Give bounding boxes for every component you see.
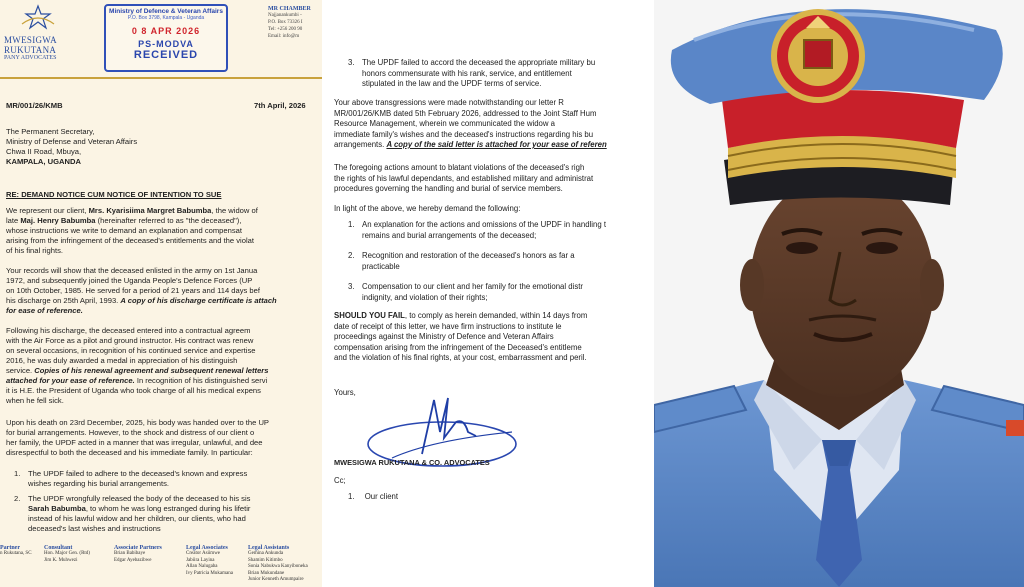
footer-heading: Legal Assistants xyxy=(248,545,290,551)
text: with the Air Force as a pilot and ground instructor. His contract was renew xyxy=(6,336,254,345)
text: honors commensurate with his rank, service, and entitlement xyxy=(362,68,572,78)
text: Compensation to our client and her family for the emotional distr xyxy=(362,282,584,291)
stamp-ministry: Ministry of Defence & Veteran Affairs xyxy=(109,8,223,15)
recipient-block xyxy=(6,127,137,167)
cc-label: Cc; xyxy=(334,476,346,485)
footer-heading: Legal Associates xyxy=(186,545,228,551)
paragraph-prior-letter xyxy=(334,98,654,151)
text: , the widow of xyxy=(211,206,258,215)
text: The UPDF failed to adhere to the deceased's known and express xyxy=(28,469,248,478)
text: stipulated in the law and the UPDF terms of service. xyxy=(362,79,542,88)
text: arrangements. xyxy=(334,140,387,149)
text: of his final rights. xyxy=(6,246,63,255)
paragraph-service-record xyxy=(6,266,322,316)
item-number: 2. xyxy=(348,251,355,260)
text: it is H.E. the President of Uganda who took charge of all his medical expens xyxy=(6,386,261,395)
sister-name: Sarah Babumba xyxy=(28,504,86,513)
item-number: 1. xyxy=(348,492,355,501)
text: the rights of his lawful dependants, and established military and administrat xyxy=(334,173,594,183)
firm-tag: PANY ADVOCATES xyxy=(4,55,57,61)
text: 1972, and subsequently joined the Uganda People's Defence Forces (UP xyxy=(6,276,253,285)
text: An explanation for the actions and omissions of the UPDF in handling t xyxy=(362,220,607,229)
text: whose instructions we write to demand an explanation and compensat xyxy=(6,226,242,235)
text: on several occasions, in recognition of his continued service and expertise xyxy=(6,346,256,355)
text: , to comply as herein demanded, within 14 days from xyxy=(404,311,588,320)
footer-column xyxy=(114,545,162,564)
footer-column xyxy=(44,545,90,564)
reference-number: MR/001/26/KMB xyxy=(6,101,63,110)
text: The UPDF wrongfully released the body of the deceased to his sis xyxy=(28,494,251,503)
stamp-dept: PS-MODVA xyxy=(138,39,194,49)
text: date of receipt of this letter, we have firm instructions to institute le xyxy=(334,321,562,331)
text: Your above transgressions were made notwithstanding our letter R xyxy=(334,98,564,107)
paragraph-violations xyxy=(334,163,654,195)
footer-line: Gemina Ankunda xyxy=(248,551,284,556)
footer-line: Sonia Nabukwa Kanyiboneka xyxy=(248,564,308,569)
footer-line: Jim K. Muhwezi xyxy=(44,557,78,563)
item-number: 3. xyxy=(348,58,355,67)
text: when he fell sick. xyxy=(6,396,64,405)
text: wishes regarding his burial arrangements. xyxy=(28,479,169,488)
firm-name-line2: RUKUTANA xyxy=(4,45,57,55)
text: his discharge on 25th April, 1993. xyxy=(6,296,121,305)
footer-line: Hon. Major Gen. (Rtd) xyxy=(44,551,90,556)
stamp-address: P.O. Box 3798, Kampala - Uganda xyxy=(127,15,205,21)
officer-portrait xyxy=(654,0,1024,587)
signatory: MWESIGWA RUKUTANA & CO. ADVOCATES xyxy=(334,458,490,467)
officer-portrait-illustration xyxy=(654,0,1024,587)
text: procedures governing the handling and burial of service members. xyxy=(334,184,563,193)
recipient-line: The Permanent Secretary, xyxy=(6,127,95,136)
text: Our client xyxy=(364,492,399,501)
footer-line: Jabiira Layina xyxy=(186,557,215,563)
footer-line: Edgar Ayebazibwe xyxy=(114,557,152,563)
text: Upon his death on 23rd December, 2025, his body was handed over to the UP xyxy=(6,418,269,427)
footer-line: Brian Babibaye xyxy=(114,551,146,556)
paragraph-client xyxy=(6,206,322,256)
text: In recognition of his distinguished servi xyxy=(134,376,268,385)
paragraph-death xyxy=(6,418,322,458)
closing: Yours, xyxy=(334,388,356,397)
text: for burial arrangements. However, to the shock and distress of our client o xyxy=(6,428,255,437)
chambers-line: Email: info@m xyxy=(268,34,300,39)
text: The UPDF failed to accord the deceased the appropriate military bu xyxy=(362,58,596,67)
list-item xyxy=(348,251,654,272)
list-item xyxy=(348,282,654,303)
letter-page-2 xyxy=(322,0,654,587)
chambers-line: P.O. Box 73326 I xyxy=(268,20,303,25)
text: for ease of reference. xyxy=(6,306,83,315)
text: late xyxy=(6,216,21,225)
text: A copy of his discharge certificate is attach xyxy=(120,296,277,305)
deceased-name: Maj. Henry Babumba xyxy=(20,216,96,225)
footer-heading: Partner xyxy=(0,545,20,551)
text: Your records will show that the deceased enlisted in the army on 1st Janua xyxy=(6,266,258,275)
received-stamp xyxy=(104,4,228,72)
firm-name-line1: MWESIGWA xyxy=(4,35,57,45)
text: remains and burial arrangements of the deceased; xyxy=(362,230,537,240)
text: The foregoing actions amount to blatant violations of the deceased's righ xyxy=(334,163,585,172)
recipient-line: Ministry of Defense and Veteran Affairs xyxy=(6,137,138,146)
item-number: 1. xyxy=(14,469,21,478)
text: her family, the UPDF acted in a manner that was irregular, unlawful, and dee xyxy=(6,438,263,447)
footer-line: Allan Nalugaba xyxy=(186,564,218,569)
list-item xyxy=(14,494,322,534)
text: immediate family's wishes and the deceased's instructions regarding his bu xyxy=(334,129,594,139)
chambers-line: Tel: +256 200 90 xyxy=(268,27,303,32)
client-name: Mrs. Kyarisiima Margret Babumba xyxy=(88,206,212,215)
footer-column xyxy=(248,545,322,584)
item-number: 2. xyxy=(14,494,21,503)
stamp-received: RECEIVED xyxy=(133,49,199,61)
text: on 10th October, 1985. He served for a period of 21 years and 114 days bef xyxy=(6,286,260,295)
footer-line: Shamim Kitimbo xyxy=(248,557,283,563)
text: We represent our client, xyxy=(6,206,89,215)
text: disrespectful to both the deceased and his immediate family. In particular: xyxy=(6,448,253,457)
footer-column xyxy=(0,545,32,558)
cc-item xyxy=(348,492,398,503)
text: Copies of his renewal agreement and subsequent renewal letters xyxy=(34,366,269,375)
paragraph-air-force xyxy=(6,326,322,406)
item-number: 1. xyxy=(348,220,355,229)
paragraph-demands-intro: In light of the above, we hereby demand the following: xyxy=(334,204,521,213)
letterhead-divider xyxy=(0,77,322,79)
footer-line: Ivy Patricia Mukamana xyxy=(186,570,233,576)
item-number: 3. xyxy=(348,282,355,291)
text: Recognition and restoration of the deceased's honors as far a xyxy=(362,251,575,260)
text: 2016, he was duly awarded a medal in appreciation of his distinguish xyxy=(6,356,238,365)
text: attached for your ease of reference. xyxy=(6,376,135,385)
list-item xyxy=(348,58,654,90)
letter-date: 7th April, 2026 xyxy=(254,101,306,110)
footer-line: n Rukutana, SC xyxy=(0,551,32,556)
chambers-line: Najjanankumbi - xyxy=(268,13,302,18)
text: Following his discharge, the deceased entered into a contractual agreem xyxy=(6,326,251,335)
footer-line: Creator Asiimwe xyxy=(186,551,221,556)
chambers-title: MR CHAMBER xyxy=(268,6,311,12)
paragraph-should-you-fail xyxy=(334,311,654,364)
firm-emblem-icon xyxy=(18,4,58,30)
text: , to whom he was long estranged during his lifetir xyxy=(85,504,251,513)
footer-heading: Associate Partners xyxy=(114,545,162,551)
footer-heading: Consultant xyxy=(44,545,73,551)
recipient-line: KAMPALA, UGANDA xyxy=(6,157,81,166)
text: SHOULD YOU FAIL xyxy=(334,311,405,320)
subject-line: RE: DEMAND NOTICE CUM NOTICE OF INTENTION TO SUE xyxy=(6,190,222,199)
text: (hereinafter referred to as "the deceased"), xyxy=(95,216,242,225)
footer-column xyxy=(186,545,233,577)
text: instead of his lawful widow and her children, our clients, who had xyxy=(28,514,246,523)
text: arising from the infringement of the deceased's entitlements and the violat xyxy=(6,236,254,245)
text: and the violation of his final rights, at your cost, embarrassment and peril. xyxy=(334,353,587,362)
text: Resource Management, wherein we communicated the widow a xyxy=(334,119,556,128)
text: compensation arising from the infringement of the Deceased's entitleme xyxy=(334,342,582,352)
stamp-date: 0 8 APR 2026 xyxy=(131,26,201,36)
letterhead-chambers xyxy=(268,6,320,40)
list-item xyxy=(14,469,322,489)
text: proceedings against the Ministry of Defence and Veteran Affairs xyxy=(334,332,554,341)
recipient-line: Chwa II Road, Mbuya, xyxy=(6,147,82,156)
text: A copy of the said letter is attached for your ease of referen xyxy=(386,140,607,149)
letter-footer xyxy=(0,545,322,587)
letter-page-1 xyxy=(0,0,322,587)
text: indignity, and violation of their rights; xyxy=(362,292,488,302)
letterhead-left xyxy=(4,4,74,61)
list-item xyxy=(348,220,654,241)
footer-line: Brian Mukundane xyxy=(248,570,285,576)
text: practicable xyxy=(362,261,400,271)
text: MR/001/26/KMB dated 5th February 2026, addressed to the Joint Staff Hum xyxy=(334,108,597,118)
text: service. xyxy=(6,366,35,375)
footer-line: Junior Kenneth Amumpaire xyxy=(248,577,304,582)
text: deceased's last wishes and instructions xyxy=(28,524,161,533)
